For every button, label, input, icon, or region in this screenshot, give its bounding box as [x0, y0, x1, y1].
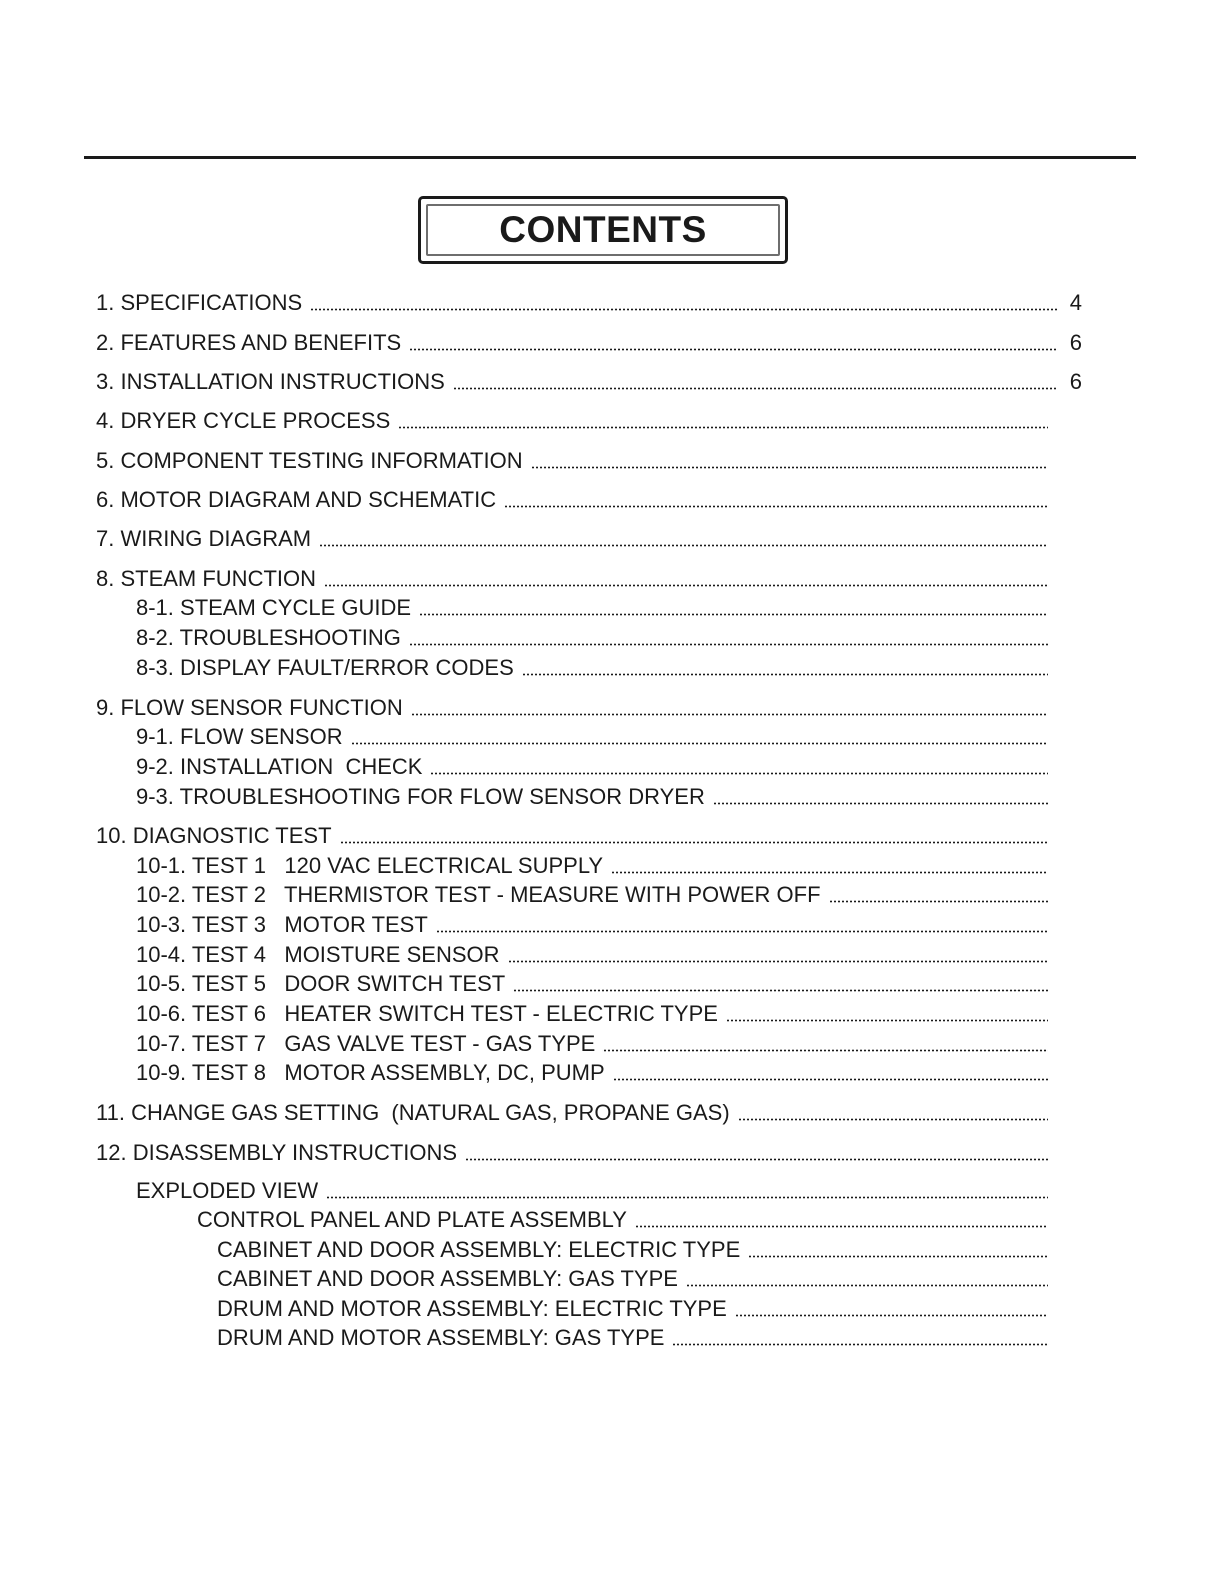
toc-entry[interactable]: [136, 880, 1048, 908]
toc-dot-leader: [340, 841, 1048, 844]
toc-entry-label: 10-5. TEST 5 DOOR SWITCH TEST: [136, 971, 506, 996]
toc-dot-leader: [603, 1049, 1048, 1052]
toc-dot-leader: [522, 673, 1048, 676]
toc-entry[interactable]: [96, 367, 1082, 395]
toc-entry-label: 8-3. DISPLAY FAULT/ERROR CODES: [136, 655, 514, 680]
toc-entry[interactable]: [136, 623, 1048, 651]
toc-entry-label: 6. MOTOR DIAGRAM AND SCHEMATIC: [96, 487, 497, 512]
toc-dot-leader: [686, 1284, 1048, 1287]
toc-dot-leader: [738, 1118, 1048, 1121]
toc-entry-label: 4. DRYER CYCLE PROCESS: [96, 408, 391, 433]
toc-dot-leader: [398, 426, 1048, 429]
toc-dot-leader: [409, 348, 1058, 351]
toc-entry[interactable]: [197, 1205, 1048, 1233]
toc-dot-leader: [613, 1078, 1048, 1081]
toc-dot-leader: [411, 713, 1048, 716]
toc-entry-label: 9-2. INSTALLATION CHECK: [136, 754, 423, 779]
toc-dot-leader: [635, 1225, 1048, 1228]
toc-entry[interactable]: [136, 653, 1048, 681]
toc-entry-label: 11. CHANGE GAS SETTING (NATURAL GAS, PROPANE GAS): [96, 1100, 730, 1125]
toc-dot-leader: [324, 584, 1048, 587]
toc-entry[interactable]: [96, 288, 1082, 316]
toc-entry-label: DRUM AND MOTOR ASSEMBLY: ELECTRIC TYPE: [217, 1296, 727, 1321]
toc-entry[interactable]: [96, 1098, 1048, 1126]
toc-entry-label: 7. WIRING DIAGRAM: [96, 526, 312, 551]
toc-entry-label: 10. DIAGNOSTIC TEST: [96, 823, 332, 848]
toc-dot-leader: [310, 308, 1058, 311]
toc-entry[interactable]: [136, 722, 1048, 750]
toc-entry[interactable]: [96, 1138, 1048, 1166]
toc-entry-label: 8-2. TROUBLESHOOTING: [136, 625, 401, 650]
toc-entry-label: 5. COMPONENT TESTING INFORMATION: [96, 448, 523, 473]
toc-entry[interactable]: [96, 485, 1048, 513]
toc-entry[interactable]: [136, 999, 1048, 1027]
toc-dot-leader: [611, 871, 1048, 874]
toc-dot-leader: [453, 387, 1058, 390]
page-title: CONTENTS: [499, 209, 707, 250]
toc-dot-leader: [409, 643, 1048, 646]
toc-entry[interactable]: [136, 969, 1048, 997]
toc-entry[interactable]: [136, 1058, 1048, 1086]
toc-entry[interactable]: [136, 1029, 1048, 1057]
toc-dot-leader: [531, 466, 1048, 469]
toc-dot-leader: [326, 1196, 1048, 1199]
toc-entry-label: 10-2. TEST 2 THERMISTOR TEST - MEASURE WITH POWER OFF: [136, 882, 821, 907]
toc-entry[interactable]: [96, 693, 1048, 721]
toc-entry-label: 10-6. TEST 6 HEATER SWITCH TEST - ELECTRIC TYPE: [136, 1001, 718, 1026]
toc-entry-label: 10-4. TEST 4 MOISTURE SENSOR: [136, 942, 500, 967]
toc-entry[interactable]: [136, 851, 1048, 879]
toc-entry-label: 8-1. STEAM CYCLE GUIDE: [136, 595, 412, 620]
toc-entry[interactable]: [96, 564, 1048, 592]
toc-entry[interactable]: [136, 940, 1048, 968]
toc-entry-label: 12. DISASSEMBLY INSTRUCTIONS: [96, 1140, 458, 1165]
toc-dot-leader: [829, 900, 1048, 903]
toc-entry-label: CABINET AND DOOR ASSEMBLY: GAS TYPE: [217, 1266, 678, 1291]
toc-entry-label: CONTROL PANEL AND PLATE ASSEMBLY: [197, 1207, 627, 1232]
toc-entry-label: 2. FEATURES AND BENEFITS: [96, 330, 402, 355]
toc-dot-leader: [436, 930, 1048, 933]
toc-entry-label: DRUM AND MOTOR ASSEMBLY: GAS TYPE: [217, 1325, 665, 1350]
toc-entry[interactable]: [217, 1323, 1048, 1351]
toc-dot-leader: [672, 1343, 1048, 1346]
toc-entry-label: 8. STEAM FUNCTION: [96, 566, 317, 591]
toc-entry-page-number: 6: [1069, 330, 1082, 355]
toc-entry-label: 1. SPECIFICATIONS: [96, 290, 303, 315]
toc-entry[interactable]: [217, 1294, 1048, 1322]
toc-entry-label: 9. FLOW SENSOR FUNCTION: [96, 695, 403, 720]
toc-entry-label: EXPLODED VIEW: [136, 1178, 319, 1203]
toc-entry-label: 10-7. TEST 7 GAS VALVE TEST - GAS TYPE: [136, 1031, 596, 1056]
toc-dot-leader: [513, 989, 1048, 992]
toc-entry[interactable]: [96, 328, 1082, 356]
toc-dot-leader: [504, 505, 1048, 508]
toc-entry-label: 9-1. FLOW SENSOR: [136, 724, 343, 749]
toc-entry[interactable]: [217, 1235, 1048, 1263]
toc-entry-page-number: 6: [1069, 369, 1082, 394]
toc-dot-leader: [713, 802, 1048, 805]
toc-entry[interactable]: [136, 910, 1048, 938]
toc-dot-leader: [430, 772, 1048, 775]
toc-entry-label: CABINET AND DOOR ASSEMBLY: ELECTRIC TYPE: [217, 1237, 741, 1262]
toc-entry[interactable]: [136, 752, 1048, 780]
toc-dot-leader: [726, 1019, 1048, 1022]
toc-entry[interactable]: [96, 524, 1048, 552]
toc-entry-label: 3. INSTALLATION INSTRUCTIONS: [96, 369, 445, 394]
toc-entry-label: 9-3. TROUBLESHOOTING FOR FLOW SENSOR DRYER: [136, 784, 705, 809]
toc-entry-label: 10-1. TEST 1 120 VAC ELECTRICAL SUPPLY: [136, 853, 604, 878]
toc-entry-label: 10-9. TEST 8 MOTOR ASSEMBLY, DC, PUMP: [136, 1060, 605, 1085]
toc-entry-page-number: 4: [1069, 290, 1082, 315]
toc-dot-leader: [748, 1255, 1048, 1258]
toc-entry-label: 10-3. TEST 3 MOTOR TEST: [136, 912, 428, 937]
toc-entry[interactable]: [136, 593, 1048, 621]
toc-dot-leader: [319, 544, 1048, 547]
toc-entry[interactable]: [96, 406, 1048, 434]
toc-dot-leader: [465, 1158, 1048, 1161]
toc-entry[interactable]: [136, 782, 1048, 810]
toc-entry[interactable]: [96, 821, 1048, 849]
toc-entry[interactable]: [217, 1264, 1048, 1292]
toc-entry[interactable]: [136, 1176, 1048, 1204]
toc-dot-leader: [735, 1314, 1048, 1317]
toc-entry[interactable]: [96, 446, 1048, 474]
toc-dot-leader: [419, 613, 1048, 616]
toc-dot-leader: [351, 742, 1048, 745]
toc-dot-leader: [508, 960, 1048, 963]
